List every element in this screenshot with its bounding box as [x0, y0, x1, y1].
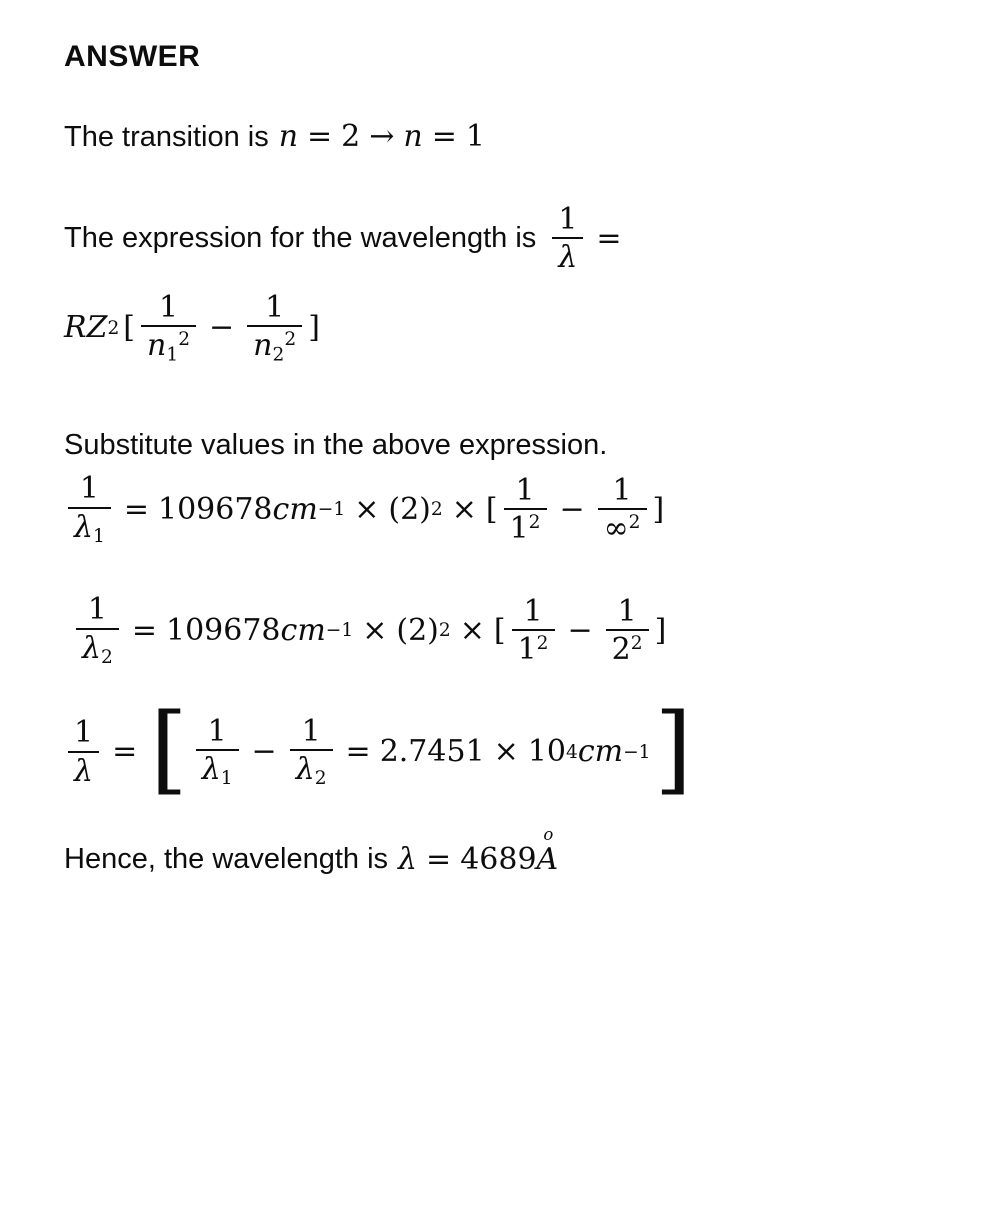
paren-close: ) — [419, 492, 431, 528]
bracket-close: ] — [652, 492, 665, 528]
fraction-one-over-lambda2 — [290, 713, 333, 790]
equals-sign: = — [112, 734, 138, 770]
wavelength-value: 4689 — [460, 841, 537, 877]
conclusion-label: Hence, the wavelength is — [64, 843, 389, 876]
unit-exponent: −1 — [623, 741, 651, 763]
fraction-denominator: λ — [558, 240, 578, 275]
bracket-close: ] — [308, 310, 320, 346]
equation-3-math — [64, 693, 696, 806]
unit-exponent: −1 — [317, 499, 346, 521]
fraction-numerator: 1 — [617, 593, 637, 629]
rydberg-expression — [64, 289, 322, 366]
fraction-denominator: $2^2$ — [611, 632, 643, 668]
fraction-numerator: 1 — [301, 713, 321, 749]
unit-cm: cm — [577, 734, 624, 770]
angstrom-ring: o — [543, 825, 554, 845]
fraction-one-over-n2sq — [247, 289, 302, 366]
fraction-numerator: 1 — [87, 592, 107, 628]
equals-sign-2: = — [345, 734, 371, 770]
fraction-one-over-2sq — [606, 593, 649, 668]
angstrom-unit — [536, 825, 559, 879]
fraction-one-over-n1sq — [141, 289, 196, 366]
power-base: 10 — [527, 734, 566, 770]
rydberg-constant: 109678 — [166, 613, 281, 649]
page-title: ANSWER — [64, 40, 201, 73]
fraction-denominator: $\lambda_2$ — [295, 752, 327, 790]
transition-equation — [279, 118, 485, 156]
fraction-one-over-lambda1 — [68, 473, 111, 546]
z-value: 2 — [408, 613, 428, 649]
times-sign-2: × — [451, 492, 477, 528]
equation-1-math — [64, 473, 666, 546]
expression-line — [64, 201, 942, 275]
fraction-denominator: $n_2^2$ — [253, 328, 297, 366]
fraction-one-over-infinitysq — [598, 472, 647, 547]
symbol-lambda: λ — [398, 841, 418, 877]
angstrom-letter: A — [536, 841, 559, 877]
transition-label: The transition is — [64, 120, 269, 153]
unit-cm: cm — [280, 613, 326, 649]
paren-close: ) — [427, 613, 439, 649]
unit-exponent: −1 — [325, 620, 354, 642]
equals-sign: = — [426, 841, 452, 877]
fraction-numerator: 1 — [74, 715, 94, 751]
symbol-n-2: n — [403, 119, 423, 154]
fraction-denominator: ∞$^2$ — [603, 511, 641, 547]
unit-cm: cm — [272, 492, 318, 528]
fraction-denominator: $\lambda_1$ — [201, 752, 233, 790]
times-sign: × — [354, 492, 380, 528]
arrow-icon: → — [369, 119, 395, 154]
equation-2-math — [72, 594, 668, 667]
transition-line — [64, 118, 942, 156]
symbol-Z-exponent: 2 — [107, 317, 120, 339]
times-sign: × — [362, 613, 388, 649]
fraction-numerator: 1 — [558, 201, 578, 237]
substitute-label: Substitute values in the above expression. — [64, 428, 608, 461]
expression-label: The expression for the wavelength is — [64, 222, 537, 255]
result-value: 2.7451 — [379, 734, 485, 770]
minus-sign: − — [251, 734, 277, 770]
bracket-close: ] — [654, 613, 667, 649]
fraction-denominator: $1^2$ — [509, 511, 541, 547]
symbol-one: 1 — [465, 119, 485, 154]
symbol-equals-2: = — [431, 119, 457, 154]
fraction-denominator: $n_1^2$ — [147, 328, 191, 366]
equals-sign: = — [131, 613, 157, 649]
times-sign-2: × — [459, 613, 485, 649]
fraction-numerator: 1 — [79, 471, 99, 507]
conclusion-equation — [398, 825, 559, 879]
paren-open: ( — [388, 492, 401, 528]
symbol-R: R — [64, 310, 87, 346]
bracket-close-large: ] — [654, 693, 692, 806]
equals-sign: = — [123, 492, 149, 528]
fraction-denominator: λ — [74, 753, 94, 789]
fraction-one-over-lambda — [552, 201, 583, 275]
fraction-numerator: 1 — [265, 289, 285, 325]
fraction-one-over-lambda2 — [76, 594, 119, 667]
expression-fraction-lhs — [548, 201, 630, 275]
fraction-numerator: 1 — [207, 713, 227, 749]
fraction-one-over-lambda — [68, 717, 99, 787]
bracket-open: [ — [123, 310, 136, 346]
fraction-one-over-lambda1 — [196, 713, 239, 790]
equals-sign: = — [596, 220, 622, 256]
minus-sign: − — [567, 613, 593, 649]
substitute-line — [64, 427, 942, 463]
z-value: 2 — [400, 492, 420, 528]
fraction-numerator: 1 — [523, 593, 543, 629]
minus-sign: − — [559, 492, 585, 528]
symbol-Z: Z — [86, 310, 108, 346]
rydberg-constant: 109678 — [158, 492, 273, 528]
symbol-n: n — [278, 119, 299, 154]
times-sign: × — [493, 734, 519, 770]
symbol-equals: = — [307, 119, 333, 154]
paren-open: ( — [396, 613, 409, 649]
fraction-numerator: 1 — [515, 472, 535, 508]
expression-rhs-line — [64, 289, 942, 366]
fraction-denominator: $1^2$ — [517, 632, 549, 668]
conclusion-line — [64, 825, 942, 879]
z-exponent: 2 — [438, 620, 451, 642]
equation-lambda2 — [64, 594, 942, 667]
bracket-open-large: [ — [150, 693, 188, 806]
bracket-open: [ — [485, 492, 498, 528]
equation-result — [64, 693, 942, 806]
equation-lambda1 — [64, 473, 942, 546]
fraction-numerator: 1 — [158, 289, 179, 325]
bracket-open: [ — [493, 613, 506, 649]
fraction-one-over-1sq — [504, 472, 547, 547]
fraction-numerator: 1 — [612, 472, 632, 508]
minus-sign: − — [209, 310, 235, 346]
fraction-denominator: $\lambda_1$ — [74, 509, 105, 547]
z-exponent: 2 — [430, 499, 443, 521]
fraction-one-over-1sq — [512, 593, 555, 668]
power-exponent: 4 — [566, 741, 578, 763]
symbol-two: 2 — [341, 119, 361, 154]
fraction-denominator: $\lambda_2$ — [82, 630, 113, 669]
